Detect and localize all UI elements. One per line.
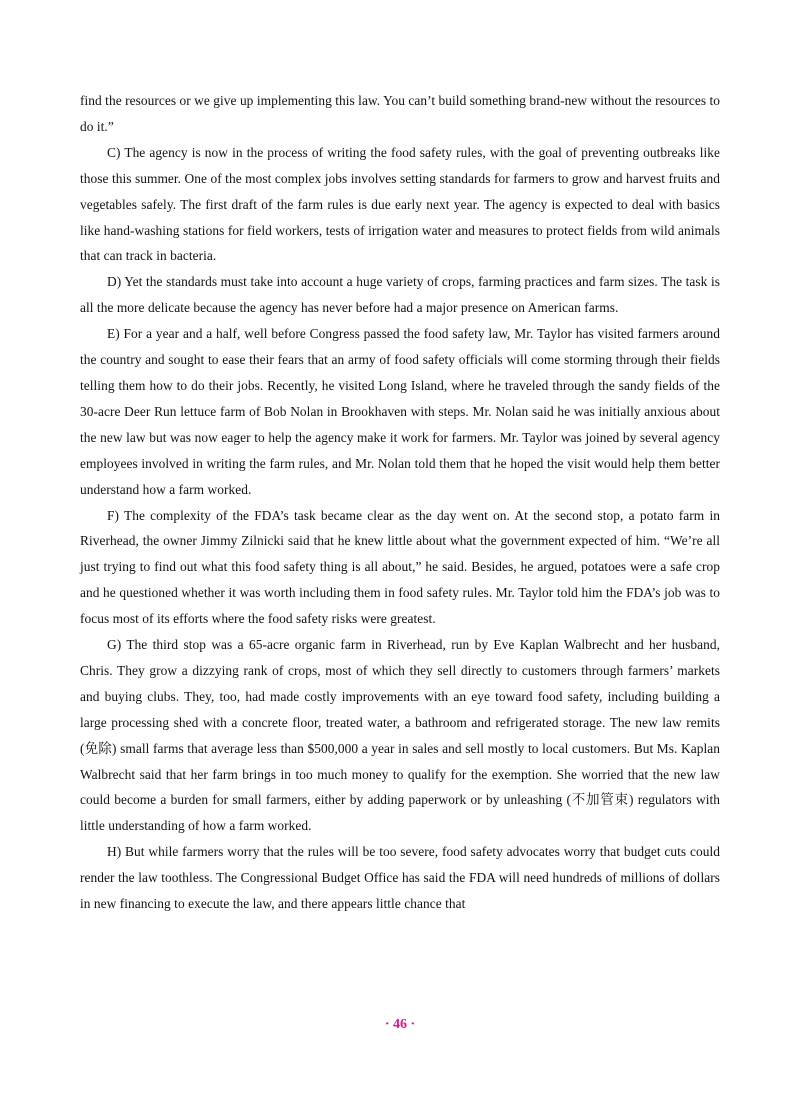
paragraph-c: C) The agency is now in the process of writing the food safety rules, with the goal of preventing outbreaks like those this summer. One of the most complex jobs involves setting standards for farmers to grow and harvest fruits and vegetables safely. The first draft of the farm rules is due early next year. The agency is expected to deal with basics like hand-washing stations for field workers, tests of irrigation water and measures to protect fields from wild animals that can track in bacteria. (80, 144, 720, 264)
paragraph-continuation: find the resources or we give up implementing this law. You can’t build something brand-new without the resources to do it.” (80, 93, 720, 134)
paragraph-g: G) The third stop was a 65-acre organic farm in Riverhead, run by Eve Kaplan Walbrecht and her husband, Chris. They grow a dizzying rank of crops, most of which they sell directly to customers through farmers’ markets and buying clubs. They, too, had made costly improvements with an eye toward food safety, including building a large processing shed with a concrete floor, treated water, a bathroom and refrigerated storage. The new law remits (免除) small farms that average less than $500,000 a year in sales and sell mostly to local customers. But Ms. Kaplan Walbrecht said that her farm brings in too much money to qualify for the exemption. She worried that the new law could become a burden for small farmers, either by adding paperwork or by unleashing (不加管束) regulators with little understanding of how a farm worked. (80, 637, 720, 834)
paragraph-f: F) The complexity of the FDA’s task became clear as the day went on. At the second stop, a potato farm in Riverhead, the owner Jimmy Zilnicki said that he knew little about what the government expected of him. “We’re all just trying to find out what this food safety thing is all about,” he said. Besides, he argued, potatoes were a safe crop and he questioned whether it was worth including them in food safety rules. Mr. Taylor told him the FDA’s job was to focus most of its efforts where the food safety risks were greatest. (80, 507, 720, 627)
paragraph-d: D) Yet the standards must take into account a huge variety of crops, farming practices and farm sizes. The task is all the more delicate because the agency has never before had a major presence on American farms. (80, 274, 720, 316)
page-number: · 46 · (384, 1017, 416, 1032)
paragraph-h: H) But while farmers worry that the rules will be too severe, food safety advocates worry that budget cuts could render the law toothless. The Congressional Budget Office has said the FDA will need hundreds of millions of dollars in new financing to execute the law, and there appears little chance that (80, 844, 720, 912)
paragraph-e: E) For a year and a half, well before Congress passed the food safety law, Mr. Taylor has visited farmers around the country and sought to ease their fears that an army of food safety officials will come storming through their fields telling them how to do their jobs. Recently, he visited Long Island, where he traveled through the sandy fields of the 30-acre Deer Run lettuce farm of Bob Nolan in Brookhaven with steps. Mr. Nolan said he was initially anxious about the new law but was now eager to help the agency make it work for farmers. Mr. Taylor was joined by several agency employees involved in writing the farm rules, and Mr. Nolan told them that he hoped the visit would help them better understand how a farm worked. (80, 326, 720, 497)
article-body (80, 88, 720, 917)
